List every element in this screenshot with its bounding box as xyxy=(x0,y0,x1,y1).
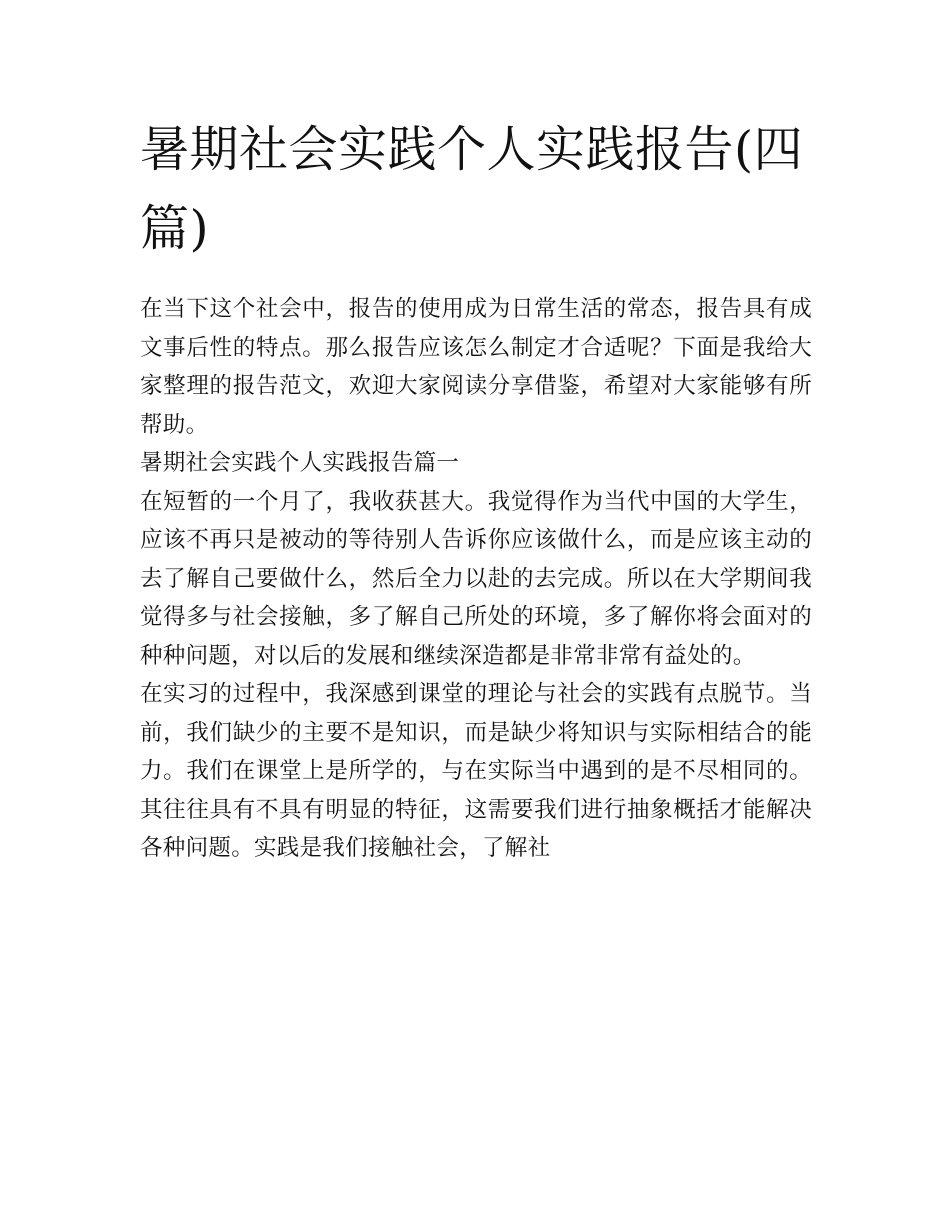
body-paragraph-2: 在实习的过程中，我深感到课堂的理论与社会的实践有点脱节。当前，我们缺少的主要不是知识，而是缺少将知识与实际相结合的能力。我们在课堂上是所学的，与在实际当中遇到的是不尽相同的。其往往具有不具有明显的特征，这需要我们进行抽象概括才能解决各种问题。实践是我们接触社会，了解社 xyxy=(140,681,812,861)
document-title: 暑期社会实践个人实践报告(四篇) xyxy=(140,121,804,257)
section-heading: 暑期社会实践个人实践报告篇一 xyxy=(140,450,460,476)
document-page xyxy=(140,110,812,868)
body-paragraph-1: 在短暂的一个月了，我收获甚大。我觉得作为当代中国的大学生，应该不再只是被动的等待别人告诉你应该做什么，而是应该主动的去了解自己要做什么，然后全力以赴的去完成。所以在大学期间我觉得多与社会接触，多了解自己所处的环境，多了解你将会面对的种种问题，对以后的发展和继续深造都是非常非常有益处的。 xyxy=(140,488,812,669)
intro-paragraph: 在当下这个社会中，报告的使用成为日常生活的常态，报告具有成文事后性的特点。那么报告应该怎么制定才合适呢？下面是我给大家整理的报告范文，欢迎大家阅读分享借鉴，希望对大家能够有所帮助。 xyxy=(140,296,812,438)
